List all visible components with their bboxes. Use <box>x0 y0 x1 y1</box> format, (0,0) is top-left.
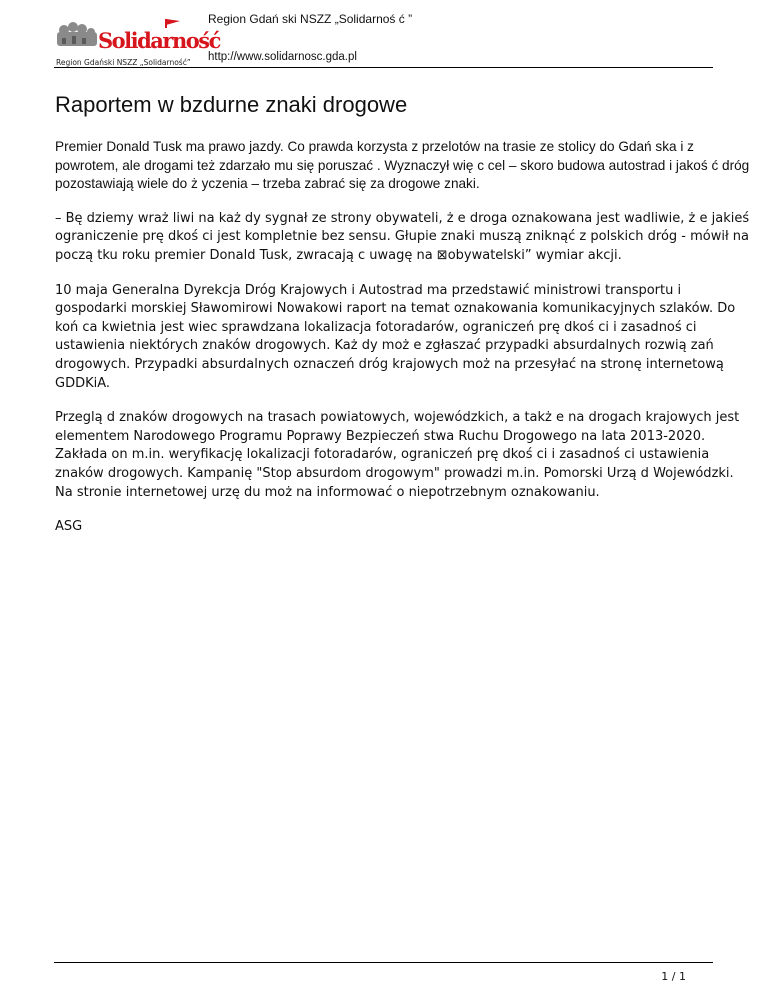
header-divider <box>54 67 713 68</box>
logo-caption: Region Gdański NSZZ „Solidarność” <box>56 58 191 67</box>
solidarnosc-logo <box>54 16 220 70</box>
article-signature: ASG <box>55 519 83 535</box>
article-paragraph: 10 maja Generalna Dyrekcja Dróg Krajowych i Autostrad ma przedstawić ministrowi transportu i gospodarki morskiej Sławomirowi Nowakowi raport na temat oznakowania komunikacyjnych szlaków. Do koń ca kwietnia jest wiec sprawdzana lokalizacja fotoradarów, ograniczeń prę dkoś ci i zasadnoś ci ustawienia niektórych znaków drogowych. Każ dy moż e zgłaszać przypadki absurdalnych rozwią zań drogowych. Przypadki absurdalnych oznaczeń dróg krajowych moż na przesyłać na stronę internetową GDDKiA. <box>55 282 736 391</box>
page-number: 1 / 1 <box>661 970 686 983</box>
article-title: Raportem w bzdurne znaki drogowe <box>55 92 408 117</box>
header-url[interactable]: http://www.solidarnosc.gda.pl <box>208 51 357 63</box>
header-organization: Region Gdań ski NSZZ „Solidarnoś ć ” <box>208 12 413 26</box>
page-header <box>54 10 714 68</box>
footer-divider <box>54 962 713 963</box>
logo-lettering: Solidarność <box>98 28 220 53</box>
article-body <box>55 138 755 553</box>
article-paragraph: Przeglą d znaków drogowych na trasach powiatowych, wojewódzkich, a takż e na drogach krajowych jest elementem Narodowego Programu Poprawy Bezpieczeń stwa Ruchu Drogowego na lata 2013-2020. Zakłada on m.in. weryfikację lokalizacji fotoradarów, ograniczeń prę dkoś ci i zasadnoś ci ustawienia znaków drogowych. Kampanię "Stop absurdom drogowym" prowadzi m.in. Pomorski Urzą d Wojewódzki. Na stronie internetowej urzę du moż na informować o niepotrzebnym oznakowaniu. <box>55 410 740 500</box>
article-paragraph: Premier Donald Tusk ma prawo jazdy. Co prawda korzysta z przelotów na trasie ze stolicy do Gdań ska i z powrotem, ale drogami też zdarzało mu się poruszać . Wyznaczył wię c cel – skoro budowa autostrad i jakoś ć dróg pozostawiają wiele do ż yczenia – trzeba zabrać się za drogowe znaki. <box>55 139 750 192</box>
article-paragraph: – Bę dziemy wraż liwi na każ dy sygnał ze strony obywateli, ż e droga oznakowana jest wadliwie, ż e jakieś ograniczenie prę dkoś ci jest kompletnie bez sensu. Głupie znaki muszą zniknąć z polskich dróg - mówił na począ tku roku premier Donald Tusk, zwracają c uwagę na ⊠obywatelski” wymiar akcji. <box>55 210 750 263</box>
solidarnosc-logo-graphic <box>54 16 220 56</box>
